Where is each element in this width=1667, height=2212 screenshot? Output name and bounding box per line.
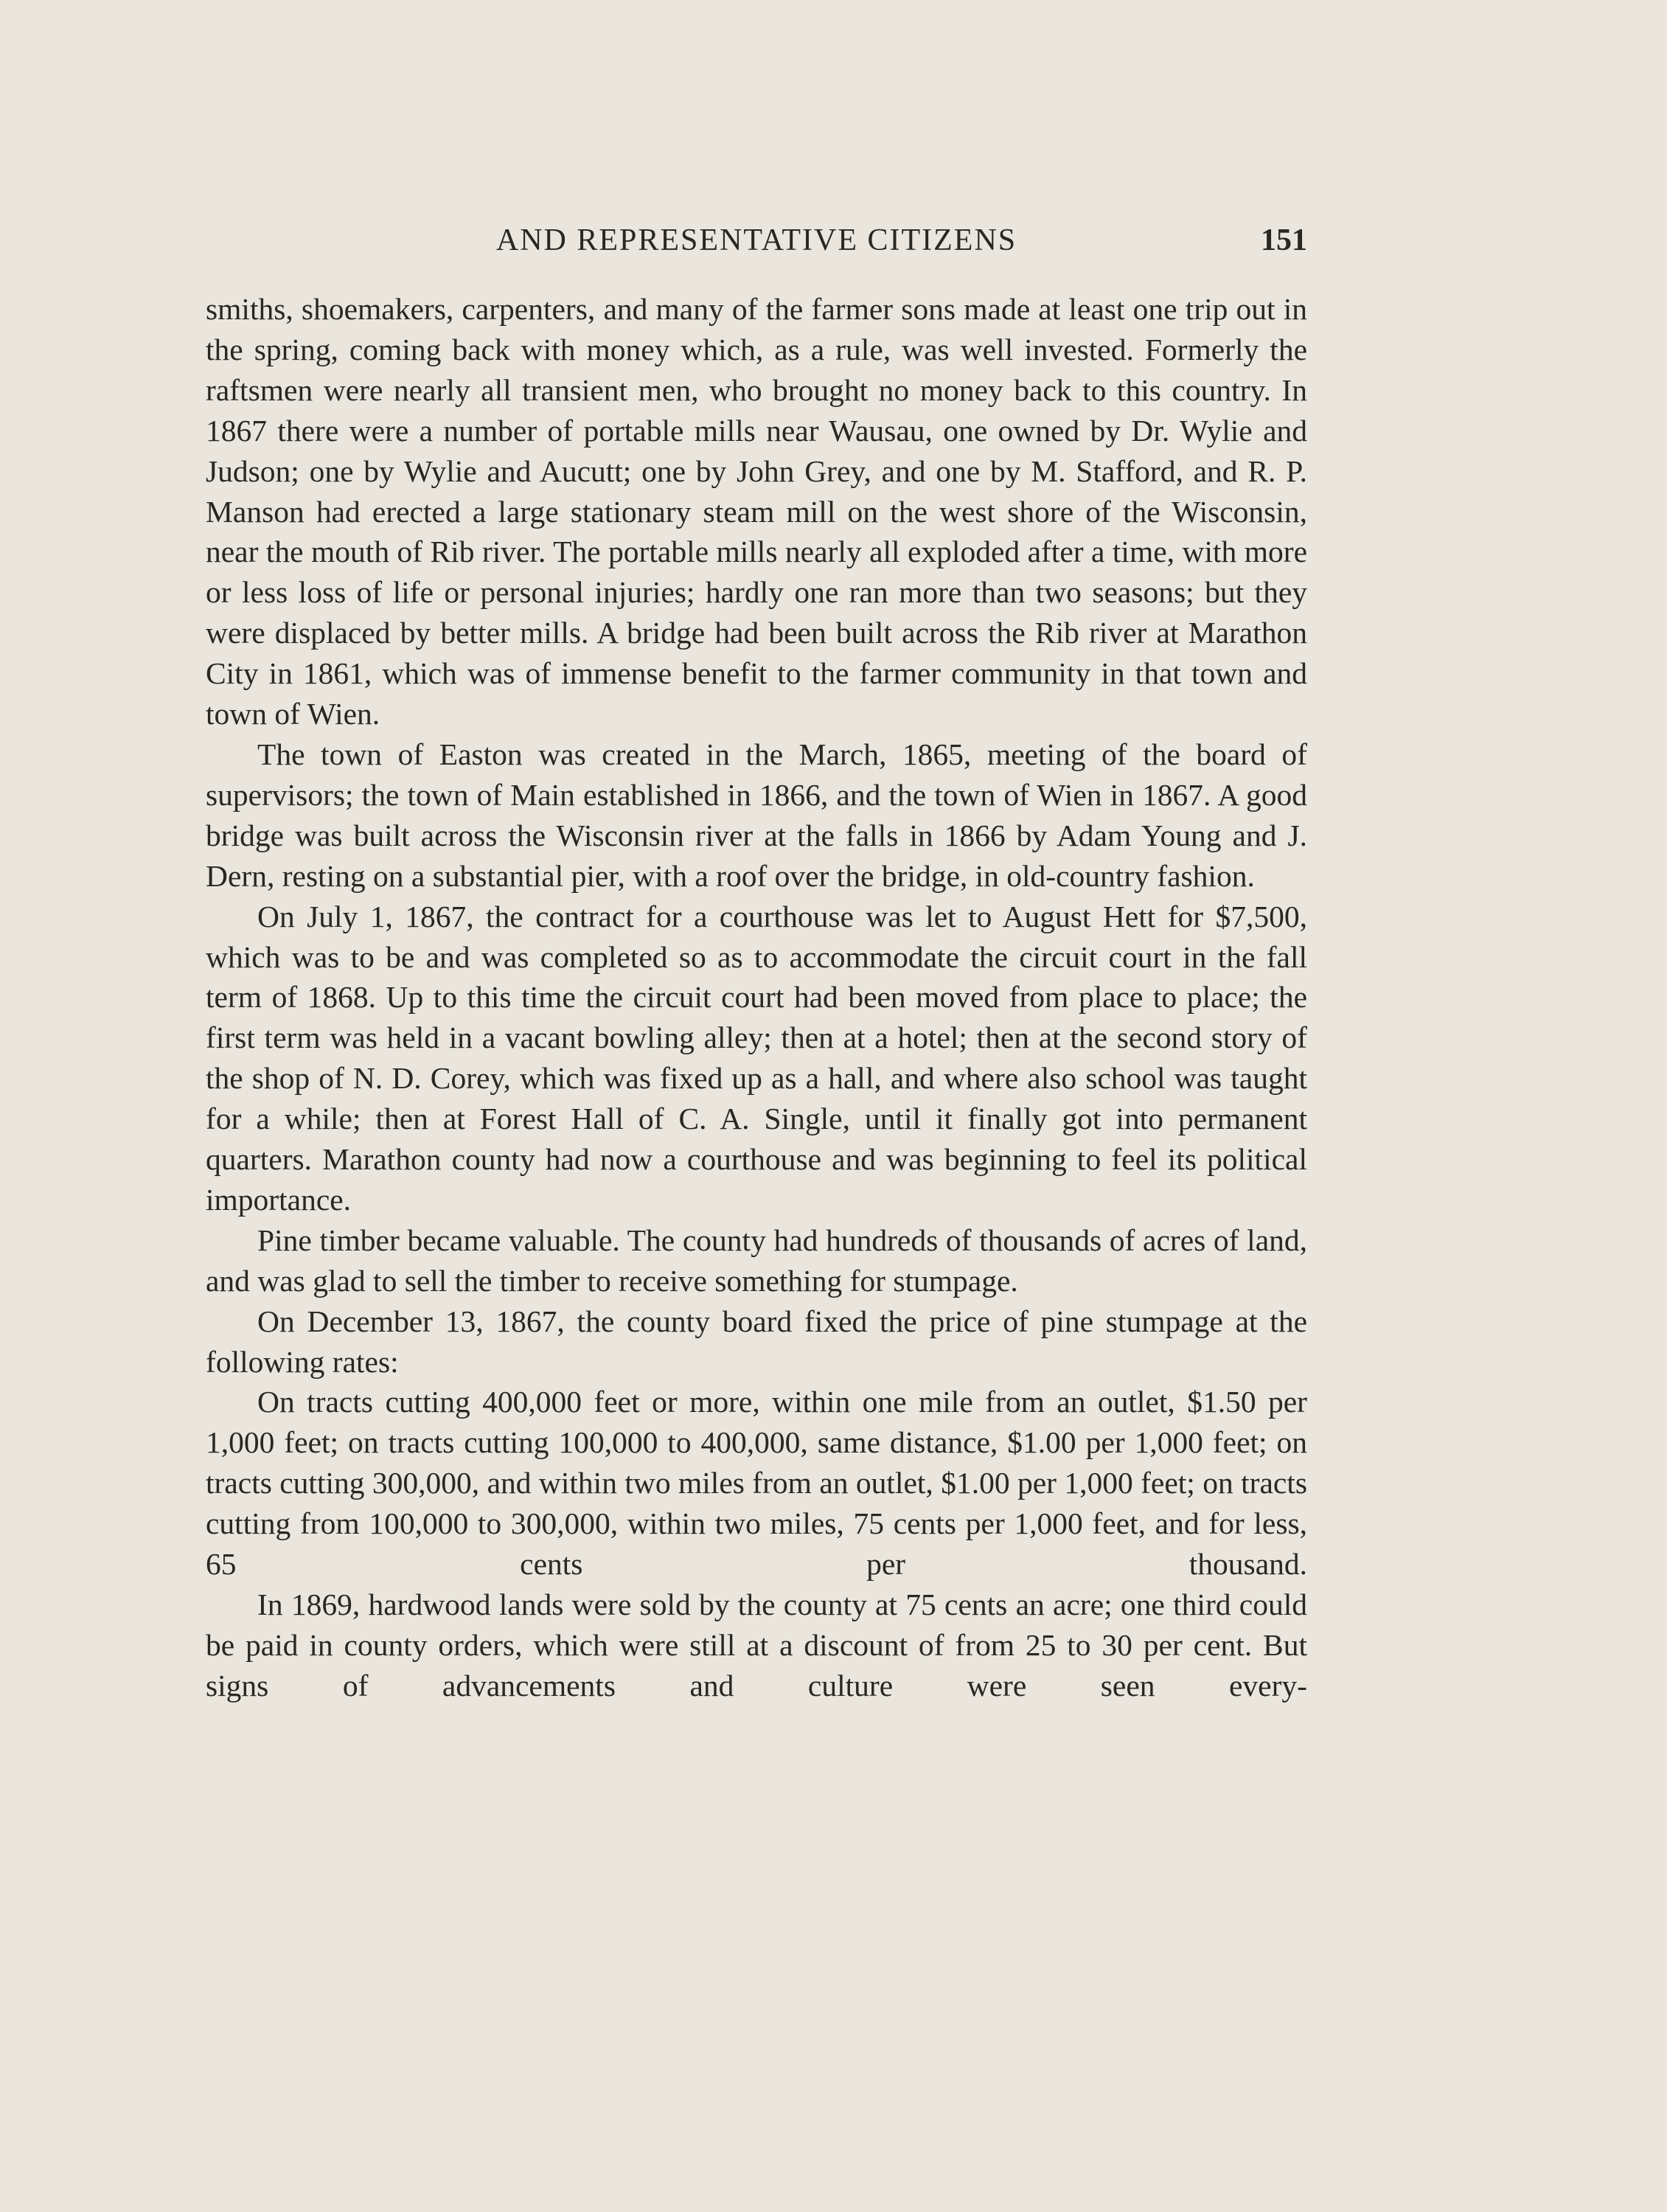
page-number: 151	[1261, 223, 1307, 257]
paragraph-hardwood-lands: In 1869, hardwood lands were sold by the county at 75 cents an acre; one third could be paid in county orders, which were still at a discount of from 25 to 30 per cent. But signs of advancements and culture were seen every-	[206, 1587, 1307, 1703]
paragraph-towns: The town of Easton was created in the March, 1865, meeting of the board of supervisors; the town of Main established in 1866, and the town of Wien in 1867. A good bridge was built across the Wisconsin river at the falls in 1866 by Adam Young and J. Dern, resting on a substantial pier, with a roof over the bridge, in old-country fashion.	[206, 737, 1307, 893]
body-text	[206, 289, 1307, 1706]
paragraph-stumpage-rates-intro: On December 13, 1867, the county board fixed the price of pine stumpage at the following rates:	[206, 1304, 1307, 1379]
paragraph-courthouse: On July 1, 1867, the contract for a courthouse was let to August Hett for $7,500, which was to be and was completed so as to accommodate the circuit court in the fall term of 1868. Up to this time the circuit court had been moved from place to place; the first term was held in a vacant bowling alley; then at a hotel; then at the second story of the shop of N. D. Corey, which was fixed up as a hall, and where also school was taught for a while; then at Forest Hall of C. A. Single, until it finally got into permanent quarters. Marathon county had now a courthouse and was beginning to feel its political importance.	[206, 899, 1307, 1217]
running-head	[206, 223, 1307, 267]
running-title: AND REPRESENTATIVE CITIZENS	[495, 223, 1017, 257]
paragraph-continued: smiths, shoemakers, carpenters, and many of the farmer sons made at least one trip out in the spring, coming back with money which, as a rule, was well invested. Formerly the raftsmen were nearly all transient men, who brought no money back to this country. In 1867 there were a number of portable mills near Wausau, one owned by Dr. Wylie and Judson; one by Wylie and Aucutt; one by John Grey, and one by M. Stafford, and R. P. Manson had erected a large stationary steam mill on the west shore of the Wisconsin, near the mouth of Rib river. The portable mills nearly all exploded after a time, with more or less loss of life or personal injuries; hardly one ran more than two seasons; but they were displaced by better mills. A bridge had been built across the Rib river at Marathon City in 1861, which was of immense benefit to the farmer community in that town and town of Wien.	[206, 292, 1307, 731]
paragraph-stumpage-rates: On tracts cutting 400,000 feet or more, within one mile from an outlet, $1.50 per 1,000 feet; on tracts cutting 100,000 to 400,000, same distance, $1.00 per 1,000 feet; on tracts cutting 300,000, and within two miles from an outlet, $1.00 per 1,000 feet; on tracts cutting from 100,000 to 300,000, within two miles, 75 cents per 1,000 feet, and for less, 65 cents per thousand.	[206, 1385, 1307, 1582]
paragraph-pine-timber: Pine timber became valuable. The county had hundreds of thousands of acres of land, and was glad to sell the timber to receive something for stumpage.	[206, 1222, 1307, 1298]
